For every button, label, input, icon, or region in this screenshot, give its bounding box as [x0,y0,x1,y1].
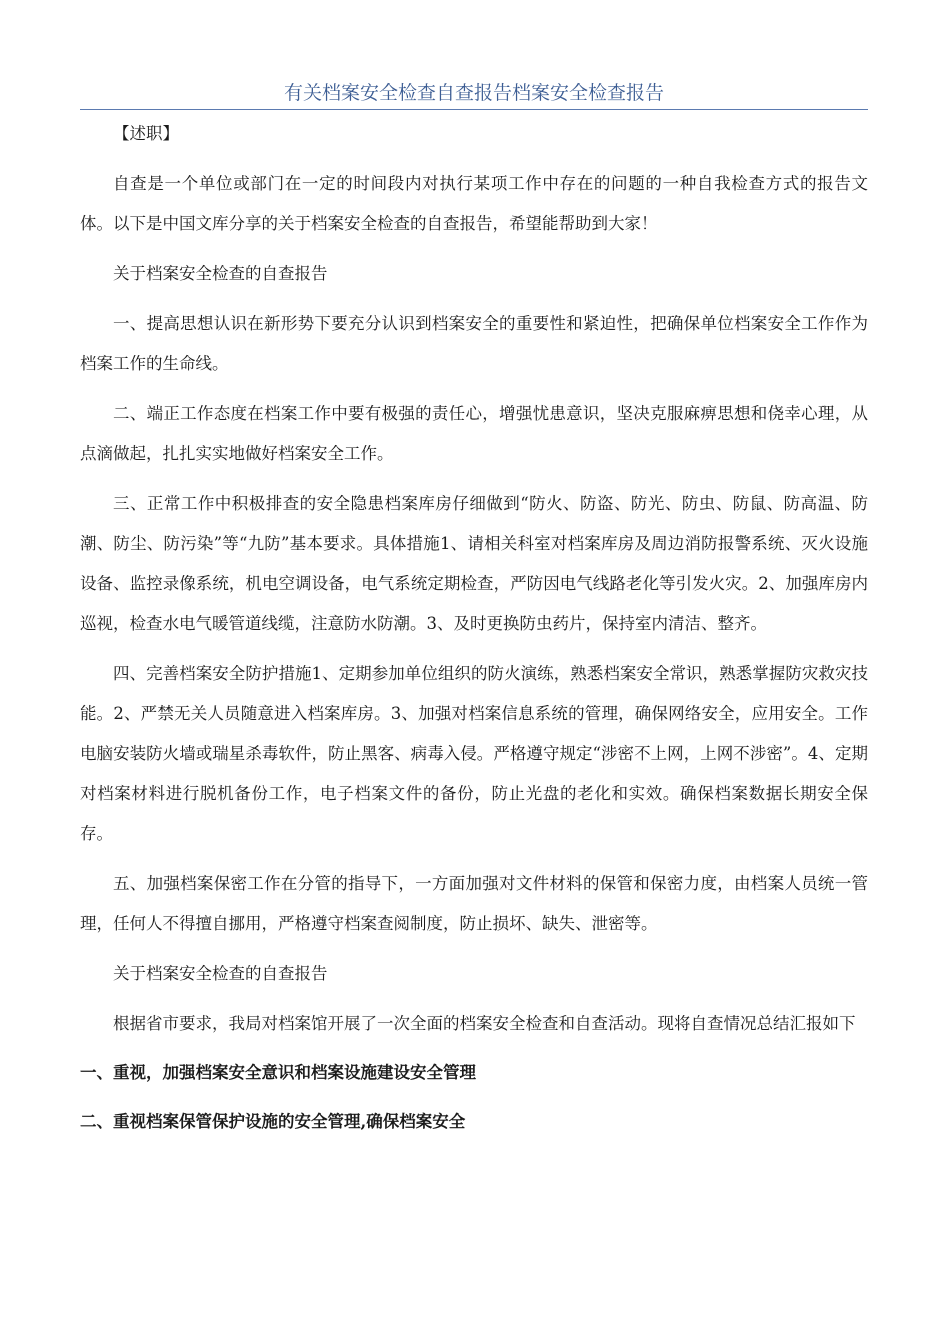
document-title: 有关档案安全检查自查报告档案安全检查报告 [80,78,868,110]
section-title-1: 关于档案安全检查的自查报告 [113,264,328,283]
heading-1: 一、重视，加强档案安全意识和档案设施建设安全管理 [80,1063,476,1082]
paragraph-6: 根据省市要求，我局对档案馆开展了一次全面的档案安全检查和自查活动。现将自查情况总结汇报如下 [113,1014,856,1033]
heading-2: 二、重视档案保管保护设施的安全管理,确保档案安全 [80,1112,466,1131]
section-title-2: 关于档案安全检查的自查报告 [113,964,328,983]
intro-paragraph: 自查是一个单位或部门在一定的时间段内对执行某项工作中存在的问题的一种自我检查方式的报告文体。以下是中国文库分享的关于档案安全检查的自查报告，希望能帮助到大家！ [80,174,868,233]
paragraph-4: 四、完善档案安全防护措施1、定期参加单位组织的防火演练，熟悉档案安全常识，熟悉掌握防灾救灾技能。2、严禁无关人员随意进入档案库房。3、加强对档案信息系统的管理，确保网络安全，应用安全。工作电脑安装防火墙或瑞星杀毒软件，防止黑客、病毒入侵。严格遵守规定“涉密不上网，上网不涉密”。4、定期对档案材料进行脱机备份工作，电子档案文件的备份，防止光盘的老化和实效。确保档案数据长期安全保存。 [80,664,868,843]
paragraph-5: 五、加强档案保密工作在分管的指导下，一方面加强对文件材料的保管和保密力度，由档案人员统一管理，任何人不得擅自挪用，严格遵守档案查阅制度，防止损坏、缺失、泄密等。 [80,874,868,933]
document-page [80,78,868,1142]
paragraph-3: 三、正常工作中积极排查的安全隐患档案库房仔细做到“防火、防盗、防光、防虫、防鼠、防高温、防潮、防尘、防污染”等“九防”基本要求。具体措施1、请相关科室对档案库房及周边消防报警系统、灭火设施设备、监控录像系统，机电空调设备，电气系统定期检查，严防因电气线路老化等引发火灾。2、加强库房内巡视，检查水电气暖管道线缆，注意防水防潮。3、及时更换防虫药片，保持室内清洁、整齐。 [80,494,868,633]
paragraph-1: 一、提高思想认识在新形势下要充分认识到档案安全的重要性和紧迫性，把确保单位档案安全工作作为档案工作的生命线。 [80,314,868,373]
label-paragraph: 【述职】 [113,124,179,143]
paragraph-2: 二、端正工作态度在档案工作中要有极强的责任心，增强忧患意识，坚决克服麻痹思想和侥幸心理，从点滴做起，扎扎实实地做好档案安全工作。 [80,404,868,463]
